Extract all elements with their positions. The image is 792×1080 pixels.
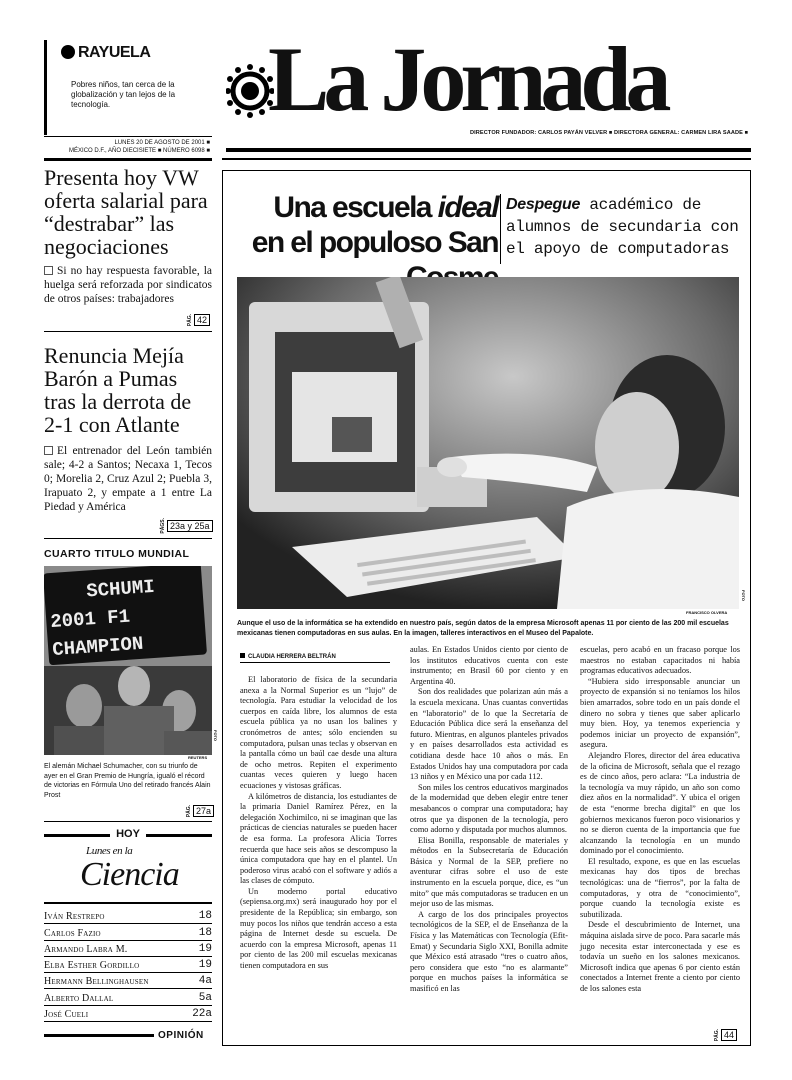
opinion-row[interactable]: Armando Labra M. 19 — [44, 941, 212, 957]
article-col-1: El laboratorio de física de la secundaria anexa a la Normal Superior es un “lujo” de tecnología. Para estudiar la velocidad de los cuerpos en caída libre, los alumnos de esta escuela pública ya no usan los balines y cronómetros de antes; sólo encienden su computadora, pulsan unas teclas y observan en la pantalla cómo un baúl cae desde una altura de ocho metros. Repiten el experimento cuantas veces quieren y luego hacen ecuaciones y vistosas gráficas. A kilómetros de distancia, los estudiantes de la primaria Daniel Ramírez Pérez, en la delegación Xochimilco, ni se imaginan que las prácticas de ciencias naturales se pueden hacer de esa forma. La profesora Alicia Torres recuerda que hace seis años se descompuso la única computadora que hay en el plantel. Un poderoso virus acabó con el software y adiós a las clases de cómputo. Un moderno portal educativo (sepiensa.org.mx) será inaugurado hoy por el presidente de la República; sin embargo, son muy pocos los niños que tendrán acceso a esta página de Internet desde su escuela. De acuerdo con la empresa Microsoft, apenas 11 por ciento de las 200 mil escuelas mexicanas tienen computadora en sus — [240, 675, 397, 971]
main-photo[interactable] — [237, 277, 739, 609]
byline-square-icon — [240, 653, 245, 658]
ciencia-supplement[interactable] — [76, 845, 196, 897]
f1-photo-credit: REUTERS — [188, 755, 208, 760]
sign-line2: 2001 F1 — [49, 605, 131, 634]
bullet-icon — [44, 446, 53, 455]
f1-caption: El alemán Michael Schumacher, con su triunfo de ayer en el Gran Premio de Hungría, igualó el récord de victorias en Fórmula Uno del retirado francés Alain Prost — [44, 763, 211, 799]
main-page-ref[interactable]: PÁG. 44 — [714, 1029, 737, 1041]
opinion-row[interactable]: Elba Esther Gordillo 19 — [44, 957, 212, 973]
schumacher-photo-art — [44, 566, 212, 755]
rayuela-logo-icon — [61, 45, 75, 59]
story-pumas — [44, 344, 212, 514]
date-rule-top — [44, 136, 212, 137]
article-col-2: aulas. En Estados Unidos ciento por ciento de los institutos educativos cuenta con este instrumento; en Brasil 60 por ciento y en Argentina 40. Son dos realidades que polarizan aún más a la escuela mexicana. Unas cuantas convertidas en “laboratorio” de lo que la Secretaría de Educación Pública dice será la enseñanza del futuro. Mientras, en algunos planteles privados y en países desarrollados esta actividad es cotidiana desde hace 10 años o más. En Estados Unidos hay una computadora por cada 13 niños y en México una por cada 112. Son miles los centros educativos marginados de la modernidad que deben elegir entre tener mesabancos o comprar una computadora; hay otros que ya disponen de la tecnología, pero como adorno y disputada por muchos alumnos. Elisa Bonilla, responsable de materiales y métodos en la Subsecretaría de Educación Básica y Normal de la SEP, prefiere no aventurar cifras sobre el uso de este instrumento en la escuela porque, dice, es “un mito” que más computadoras se traducen en un mejor uso de las mismas. A cargo de los dos principales proyectos tecnológicos de la SEP, el de Enseñanza de la Física y las Matemáticas con Tecnología (Efit-Emat) y Secundaria Siglo XXI, Bonilla admite que México está atrasado “tres o cuatro años, pero considera que esto “no es alarmante” porque en muchos países la informática se masificó en las — [410, 645, 568, 993]
opinion-banner — [44, 1030, 212, 1042]
main-rule — [222, 158, 751, 160]
article-col-3: escuelas, pero acabó en un fracaso porque los maestros no estaban capacitados ni había programas educativos adecuados. “Hubiera sido irresponsable anunciar un proyecto de expansión si no teníamos los hilos bien amarrados, sobre todo en un país donde el dinero no sobra y tienes que saber aplicarlo muy bien. Hoy, ya tenemos experiencia y podemos iniciar un proyecto de expansión”, asegura. Alejandro Flores, director del área educativa de la oficina de Microsoft, señala que el rezago es de cinco años, pero aclara: “La industria de la tecnología va muy rápido, un año son como diez años en la normalidad”. Y ubica el origen de esta “enorme brecha digital” en que los gobiernos mexicanos fueron poco visionarios y no se dieron cuenta de la importancia que fue alcanzando la tecnología en un mundo dominado por el conocimiento. El resultado, expone, es que en las escuelas mexicanas hay dos tipos de brechas tecnológicas: una de “fierros”, por la falta de computadoras, y otra de “conocimiento”, porque cuando la tecnología existe es subutilizada. Desde el descubrimiento de Internet, una máquina aislada sirve de poco. Para sacarle más jugo necesita estar interconectada y ese es todavía un sueño en los salones mexicanos. Microsoft indica que apenas 6 por ciento están conectados a Internet frente a ciento por ciento de los salones esta — [580, 645, 740, 993]
opinion-label: OPINIÓN — [158, 1030, 204, 1041]
byline-rule — [240, 662, 390, 663]
opinion-row[interactable]: Alberto Dallal 5a — [44, 989, 212, 1005]
date-info — [50, 139, 210, 155]
f1-section-title: CUARTO TITULO MUNDIAL — [44, 548, 190, 560]
opinion-rule-top — [44, 902, 212, 904]
logo-text: La Jornada — [268, 28, 666, 130]
bullet-icon — [44, 266, 53, 275]
divider — [44, 821, 212, 822]
main-photo-art — [237, 277, 739, 609]
byline: CLAUDIA HERRERA BELTRÁN — [240, 653, 336, 660]
issue-line: MÉXICO D.F., AÑO DIECISIETE ■ NÚMERO 6098 ■ — [69, 148, 210, 154]
rayuela-text: Pobres niños, tan cerca de la globalización y tan lejos de la tecnología. — [71, 80, 176, 109]
rayuela-title: RAYUELA — [61, 44, 150, 62]
divider — [44, 331, 212, 332]
sign-line1: SCHUMI — [85, 575, 156, 603]
opinion-row[interactable]: Hermann Bellinghausen 4a — [44, 973, 212, 989]
f1-page-ref[interactable]: PÁG. 27a — [186, 805, 214, 817]
story-vw-summary: Si no hay respuesta favorable, la huelga será reforzada por sindicatos de otros países: trabajadores — [44, 265, 212, 305]
sign-line3: CHAMPION — [51, 632, 145, 662]
hoy-banner — [44, 828, 212, 842]
subhead-bold: Despegue — [506, 196, 581, 213]
hoy-rule-right — [146, 834, 212, 837]
story-pumas-headline[interactable]: Renuncia Mejía Barón a Pumas tras la derrota de 2-1 con Atlante — [44, 343, 192, 437]
ciencia-title: Ciencia — [80, 856, 179, 893]
schumacher-photo[interactable] — [44, 566, 212, 755]
masthead-rule — [226, 148, 751, 152]
sun-logo-icon — [226, 63, 274, 119]
story-pumas-summary: El entrenador del León también sale; 4-2 a Santos; Necaxa 1, Tecos 0; Morelia 2, Cruz Azul 2; Puebla 3, Irapuato 2, y empate a 1 entre La Piedad y América — [44, 445, 212, 513]
opinion-list — [44, 908, 212, 1022]
main-subheadline: Despegue académico de alumnos de secundaria con el apoyo de computadoras — [506, 196, 739, 258]
headline-divider — [500, 194, 501, 264]
main-caption: Aunque el uso de la informática se ha extendido en nuestro país, según datos de la empresa Microsoft apenas 11 por ciento de las 200 mil escuelas mexicanas tienen computadoras en sus aulas. En la imagen, talleres interactivos en el Museo del Papalote. — [237, 620, 729, 637]
story-vw — [44, 166, 212, 306]
story-pumas-page-ref[interactable]: PÁGS. 23a y 25a — [160, 518, 213, 534]
hoy-rule-left — [44, 834, 110, 837]
divider — [44, 538, 212, 539]
left-column-rule — [44, 158, 212, 161]
hoy-label: HOY — [116, 828, 140, 840]
director-line: DIRECTOR FUNDADOR: CARLOS PAYÁN VELVER ■ DIRECTORA GENERAL: CARMEN LIRA SAADE ■ — [470, 130, 749, 136]
opinion-row[interactable]: José Cueli 22a — [44, 1006, 212, 1022]
rayuela-box — [44, 40, 209, 135]
story-vw-page-ref[interactable]: PÁG. 42 — [187, 314, 210, 326]
opinion-rule — [44, 1034, 154, 1037]
date-line: LUNES 20 DE AGOSTO DE 2001 ■ — [114, 140, 210, 146]
ciencia-small-title: Lunes en la — [86, 845, 133, 857]
masthead — [226, 28, 751, 135]
main-photo-label: FOTO — [741, 590, 746, 602]
main-headline[interactable]: Una escuela ideal en el populoso San — [251, 191, 498, 259]
main-photo-credit: FRANCISCO OLVERA — [686, 610, 728, 615]
f1-photo-label: FOTO — [213, 730, 218, 742]
story-vw-headline[interactable]: Presenta hoy VW oferta salarial para “destrabar” las negociaciones — [44, 165, 208, 259]
headline-ideal: ideal — [437, 191, 498, 224]
opinion-row[interactable]: Iván Restrepo 18 — [44, 908, 212, 924]
opinion-row[interactable]: Carlos Fazio 18 — [44, 924, 212, 940]
